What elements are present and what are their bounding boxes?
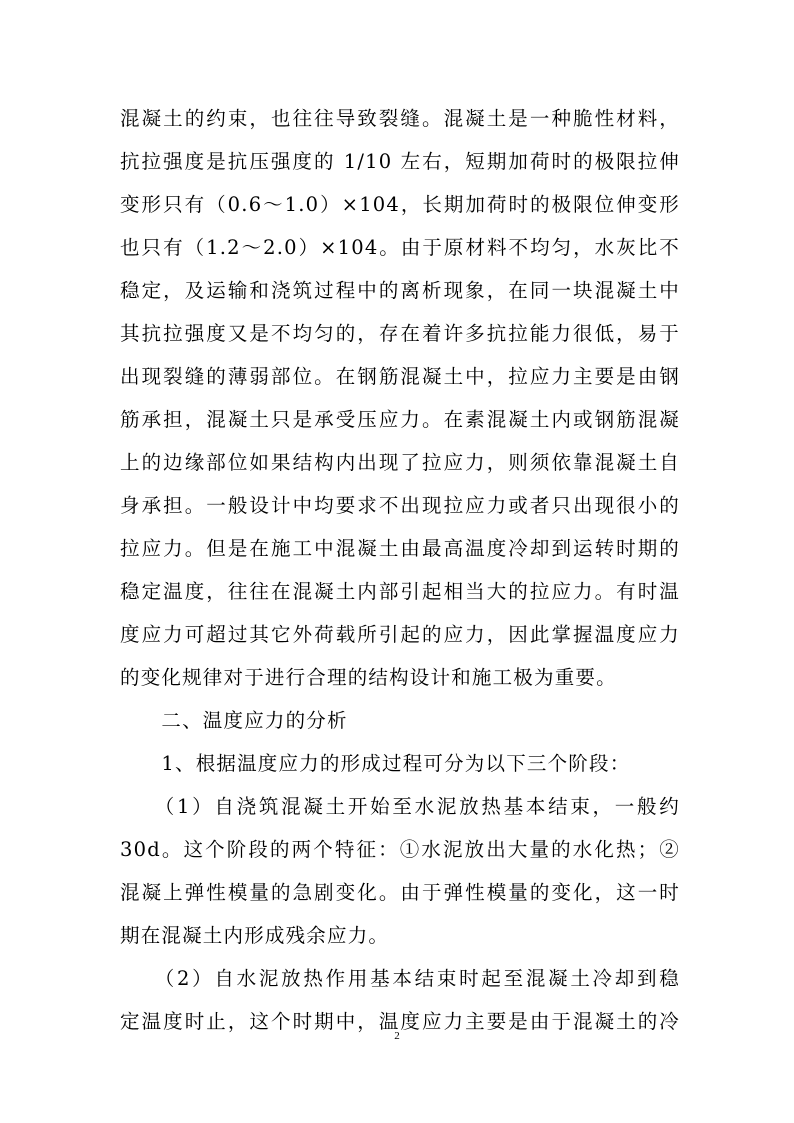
text-line: 期在混凝土内形成残余应力。 — [120, 924, 390, 947]
text-line: 混凝上弹性模量的急剧变化。由于弹性模量的变化，这一时 — [120, 881, 680, 904]
text-line: 30d。这个阶段的两个特征：①水泥放出大量的水化热；② — [120, 838, 680, 861]
text-line: 度应力可超过其它外荷载所引起的应力，因此掌握温度应力 — [120, 623, 680, 646]
text-line: 定温度时止，这个时期中，温度应力主要是由于混凝土的冷 — [120, 1010, 680, 1033]
text-line: 出现裂缝的薄弱部位。在钢筋混凝土中，拉应力主要是由钢 — [120, 365, 680, 388]
text-line: 筋承担，混凝土只是承受压应力。在素混凝土内或钢筋混凝 — [120, 408, 680, 431]
text-line: 拉应力。但是在施工中混凝土由最高温度冷却到运转时期的 — [120, 537, 680, 560]
text-line: 也只有（1.2～2.0）×104。由于原材料不均匀，水灰比不 — [120, 236, 680, 259]
text-line: 稳定，及运输和浇筑过程中的离析现象，在同一块混凝土中 — [120, 279, 680, 302]
page-number: 2 — [394, 1030, 400, 1042]
text-line: 混凝土的约束，也往往导致裂缝。混凝土是一种脆性材料， — [120, 107, 680, 130]
text-line: 稳定温度，往往在混凝土内部引起相当大的拉应力。有时温 — [120, 580, 680, 603]
text-line: （1）自浇筑混凝土开始至水泥放热基本结束，一般约 — [120, 795, 680, 818]
text-line: 抗拉强度是抗压强度的 1/10 左右，短期加荷时的极限拉伸 — [120, 150, 680, 173]
section-heading: 二、温度应力的分析 — [120, 709, 348, 732]
text-line: 身承担。一般设计中均要求不出现拉应力或者只出现很小的 — [120, 494, 680, 517]
text-line: 变形只有（0.6～1.0）×104，长期加荷时的极限位伸变形 — [120, 193, 680, 216]
text-line: （2）自水泥放热作用基本结束时起至混凝土冷却到稳 — [120, 967, 680, 990]
text-line: 上的边缘部位如果结构内出现了拉应力，则须依靠混凝土自 — [120, 451, 680, 474]
text-line: 的变化规律对于进行合理的结构设计和施工极为重要。 — [120, 666, 617, 689]
text-line: 其抗拉强度又是不均匀的，存在着许多抗拉能力很低，易于 — [120, 322, 680, 345]
subsection-heading: 1、根据温度应力的形成过程可分为以下三个阶段： — [120, 752, 631, 775]
